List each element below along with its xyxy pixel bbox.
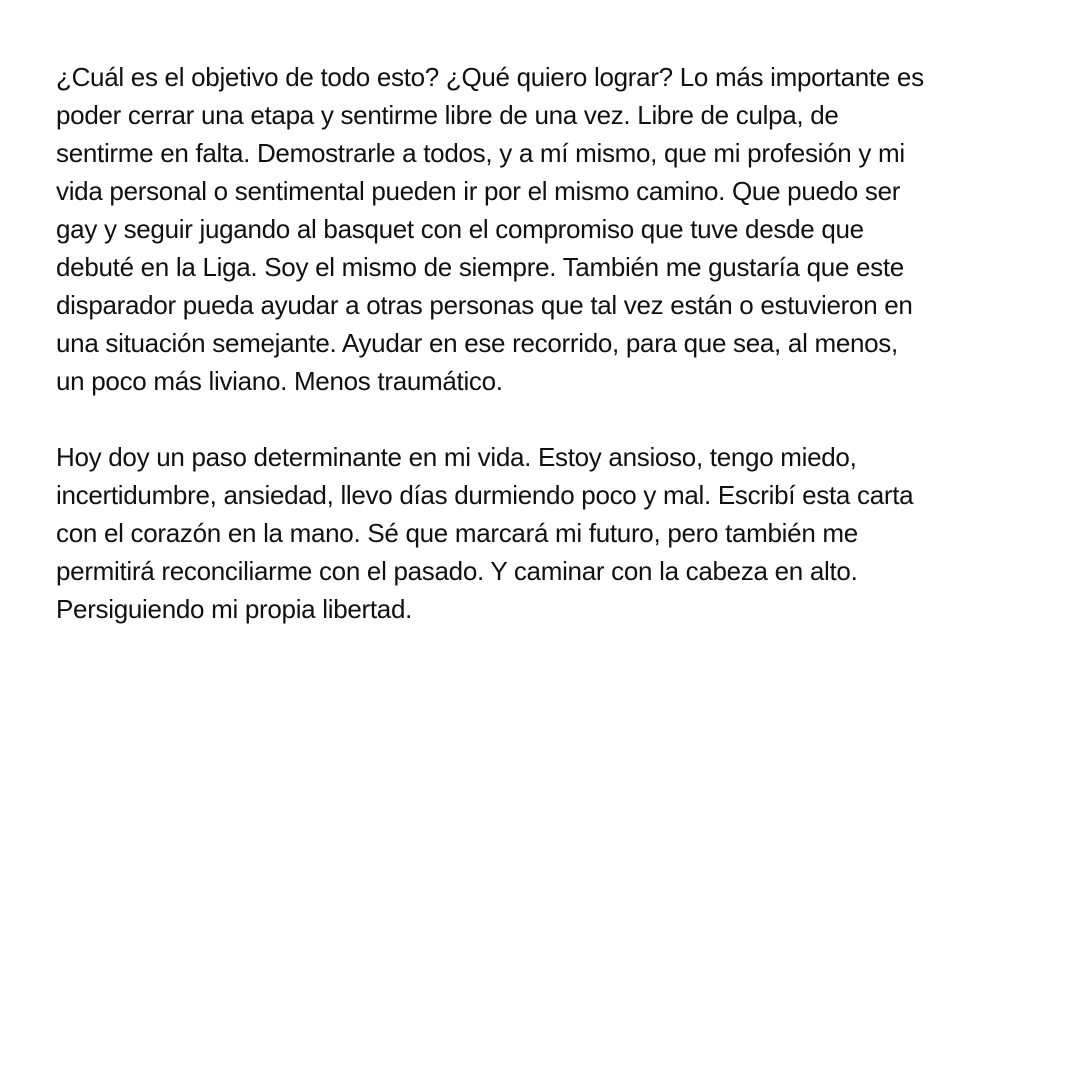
paragraph-2-line-1: Hoy doy un paso determinante en mi vida. Estoy ansioso, tengo miedo, [56,442,857,472]
paragraph-2-line-2: incertidumbre, ansiedad, llevo días durmiendo poco y mal. Escribí esta carta [56,480,914,510]
paragraph-2 [56,438,1031,628]
paragraph-2-line-5: Persiguiendo mi propia libertad. [56,594,413,624]
paragraph-1-line-5: gay y seguir jugando al basquet con el compromiso que tuve desde que [56,214,864,244]
paragraph-1-line-7: disparador pueda ayudar a otras personas que tal vez están o estuvieron en [56,290,913,320]
paragraph-1-line-3: sentirme en falta. Demostrarle a todos, y a mí mismo, que mi profesión y mi [56,138,905,168]
letter-text-card [56,58,1031,628]
paragraph-1-line-8: una situación semejante. Ayudar en ese recorrido, para que sea, al menos, [56,328,898,358]
paragraph-1-line-1: ¿Cuál es el objetivo de todo esto? ¿Qué quiero lograr? Lo más importante es [56,62,924,92]
paragraph-1-line-9: un poco más liviano. Menos traumático. [56,366,503,396]
paragraph-1-line-6: debuté en la Liga. Soy el mismo de siempre. También me gustaría que este [56,252,904,282]
paragraph-1 [56,58,1031,400]
paragraph-2-line-3: con el corazón en la mano. Sé que marcará mi futuro, pero también me [56,518,858,548]
paragraph-2-line-4: permitirá reconciliarme con el pasado. Y caminar con la cabeza en alto. [56,556,858,586]
paragraph-1-line-2: poder cerrar una etapa y sentirme libre de una vez. Libre de culpa, de [56,100,839,130]
paragraph-1-line-4: vida personal o sentimental pueden ir por el mismo camino. Que puedo ser [56,176,901,206]
